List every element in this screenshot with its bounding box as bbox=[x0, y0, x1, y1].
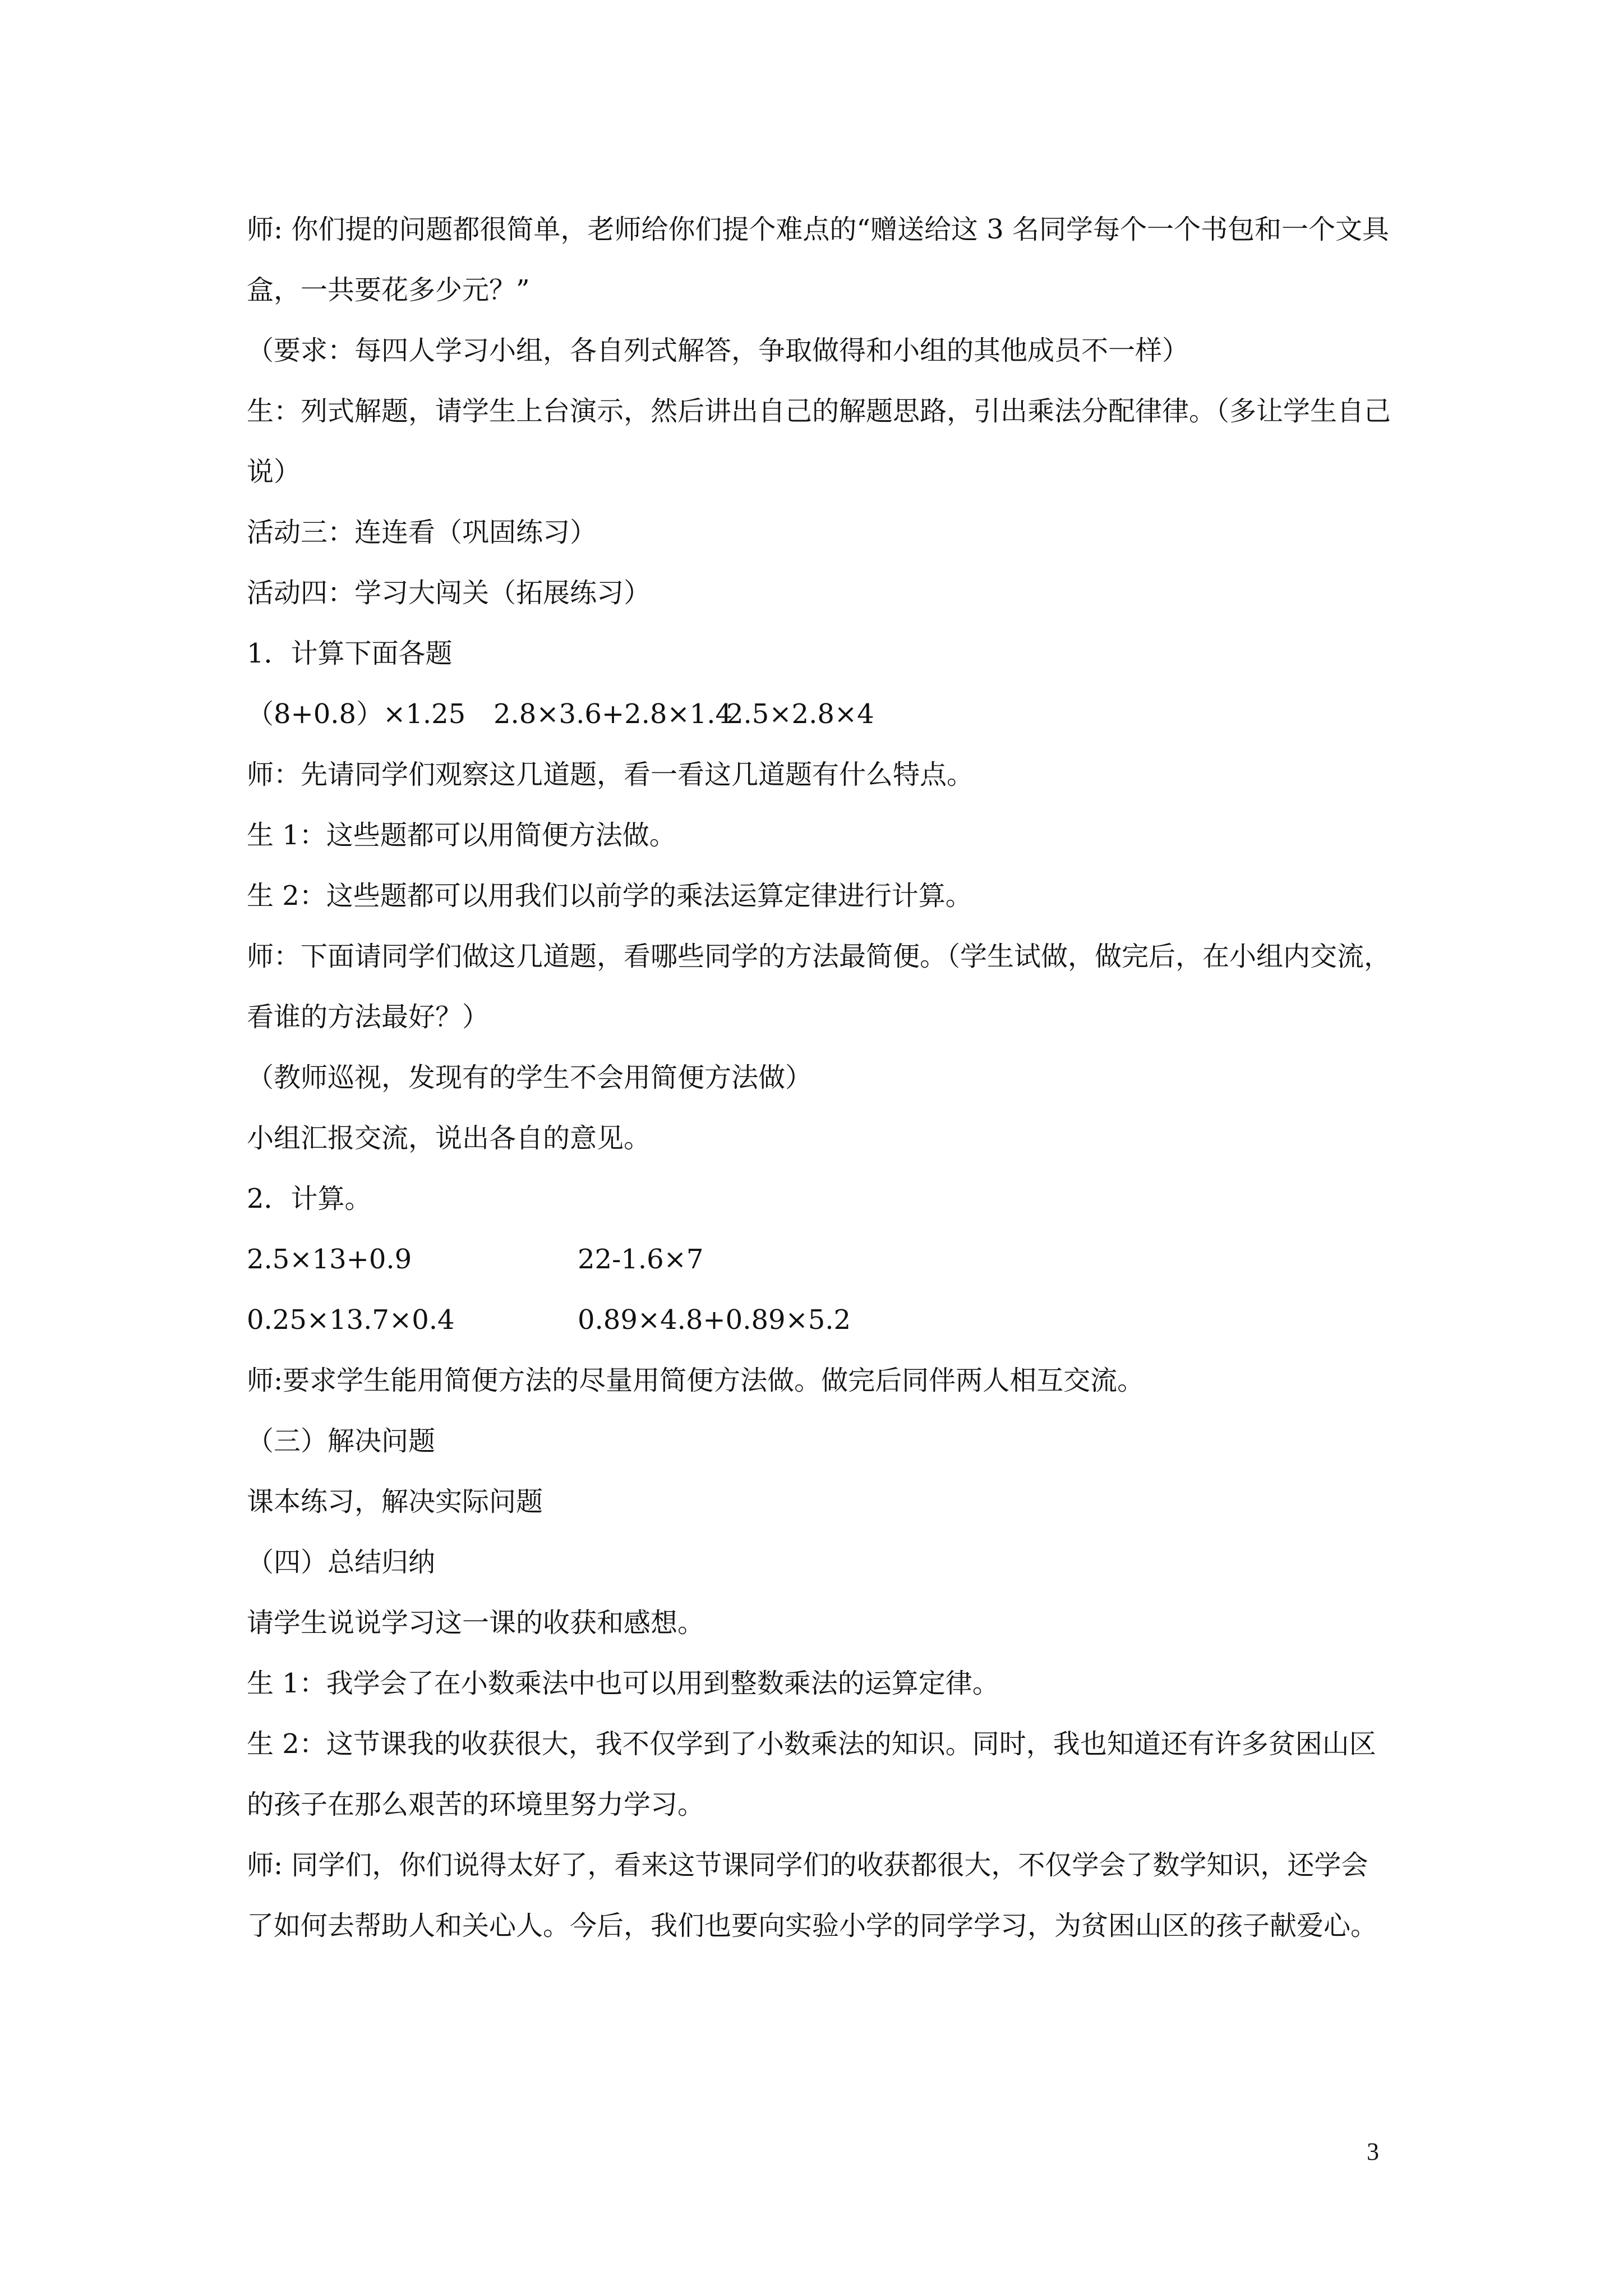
exercise-2-row-1 bbox=[247, 1229, 1391, 1290]
exercise-2-problem-a: 2.5×13+0.9 bbox=[247, 1244, 412, 1275]
exercise-2-problem-b: 22-1.6×7 bbox=[578, 1244, 704, 1275]
section-heading-solve-problems: （三）解决问题 bbox=[247, 1425, 436, 1457]
paragraph-activity-three: 活动三：连连看（巩固练习） bbox=[247, 517, 597, 548]
page-number: 3 bbox=[1367, 2138, 1379, 2165]
exercise-2-problem-d: 0.89×4.8+0.89×5.2 bbox=[578, 1304, 851, 1336]
paragraph-teacher-conclusion: 师: 同学们，你们说得太好了，看来这节课同学们的收获都很大，不仅学会了数学知识，还学会了如何去帮助人和关心人。今后，我们也要向实验小学的同学学习，为贫困山区的孩子献爱心。 bbox=[247, 1849, 1378, 1941]
paragraph-teacher-try: 师：下面请同学们做这几道题，看哪些同学的方法最简便。（学生试做，做完后，在小组内交流，看谁的方法最好？） bbox=[247, 941, 1391, 1033]
exercise-2-row-2 bbox=[247, 1290, 1391, 1350]
paragraph-group-report: 小组汇报交流，说出各自的意见。 bbox=[247, 1122, 651, 1154]
document-body bbox=[247, 199, 1391, 1956]
paragraph-student-solve: 生：列式解题，请学生上台演示，然后讲出自己的解题思路，引出乘法分配律律。（多让学生自己说） bbox=[247, 395, 1391, 487]
paragraph-observe: 师：先请同学们观察这几道题，看一看这几道题有什么特点。 bbox=[247, 759, 974, 790]
paragraph-teacher-difficult-question: 师: 你们提的问题都很简单，老师给你们提个难点的“赠送给这 3 名同学每个一个书包和一个文具盒，一共要花多少元？” bbox=[247, 214, 1390, 306]
paragraph-student-2-gain: 生 2：这节课我的收获很大，我不仅学到了小数乘法的知识。同时，我也知道还有许多贫困山区的孩子在那么艰苦的环境里努力学习。 bbox=[247, 1728, 1376, 1820]
exercise-1-heading: 1．计算下面各题 bbox=[247, 638, 453, 669]
exercise-1-problem-a: （8+0.8）×1.25 bbox=[247, 698, 466, 730]
paragraph-activity-four: 活动四：学习大闯关（拓展练习） bbox=[247, 577, 651, 609]
paragraph-textbook-practice: 课本练习，解决实际问题 bbox=[247, 1486, 543, 1517]
paragraph-share-gains: 请学生说说学习这一课的收获和感想。 bbox=[247, 1607, 705, 1639]
paragraph-teacher-patrol: （教师巡视，发现有的学生不会用简便方法做） bbox=[247, 1062, 813, 1093]
exercise-1-problem-c: 2.5×2.8×4 bbox=[726, 698, 874, 730]
exercise-1-problems bbox=[247, 684, 1391, 744]
exercise-2-problem-c: 0.25×13.7×0.4 bbox=[247, 1304, 455, 1336]
exercise-1-problem-b: 2.8×3.6+2.8×1.4 bbox=[494, 698, 732, 730]
exercise-2-heading: 2．计算。 bbox=[247, 1183, 372, 1214]
paragraph-requirement: （要求：每四人学习小组，各自列式解答，争取做得和小组的其他成员不一样） bbox=[247, 335, 1189, 366]
section-heading-summary: （四）总结归纳 bbox=[247, 1547, 436, 1578]
paragraph-student-1: 生 1：这些题都可以用简便方法做。 bbox=[247, 820, 676, 851]
paragraph-student-1-gain: 生 1：我学会了在小数乘法中也可以用到整数乘法的运算定律。 bbox=[247, 1668, 999, 1699]
paragraph-teacher-requirement: 师:要求学生能用简便方法的尽量用简便方法做。做完后同伴两人相互交流。 bbox=[247, 1365, 1145, 1396]
paragraph-student-2: 生 2：这些题都可以用我们以前学的乘法运算定律进行计算。 bbox=[247, 880, 972, 912]
